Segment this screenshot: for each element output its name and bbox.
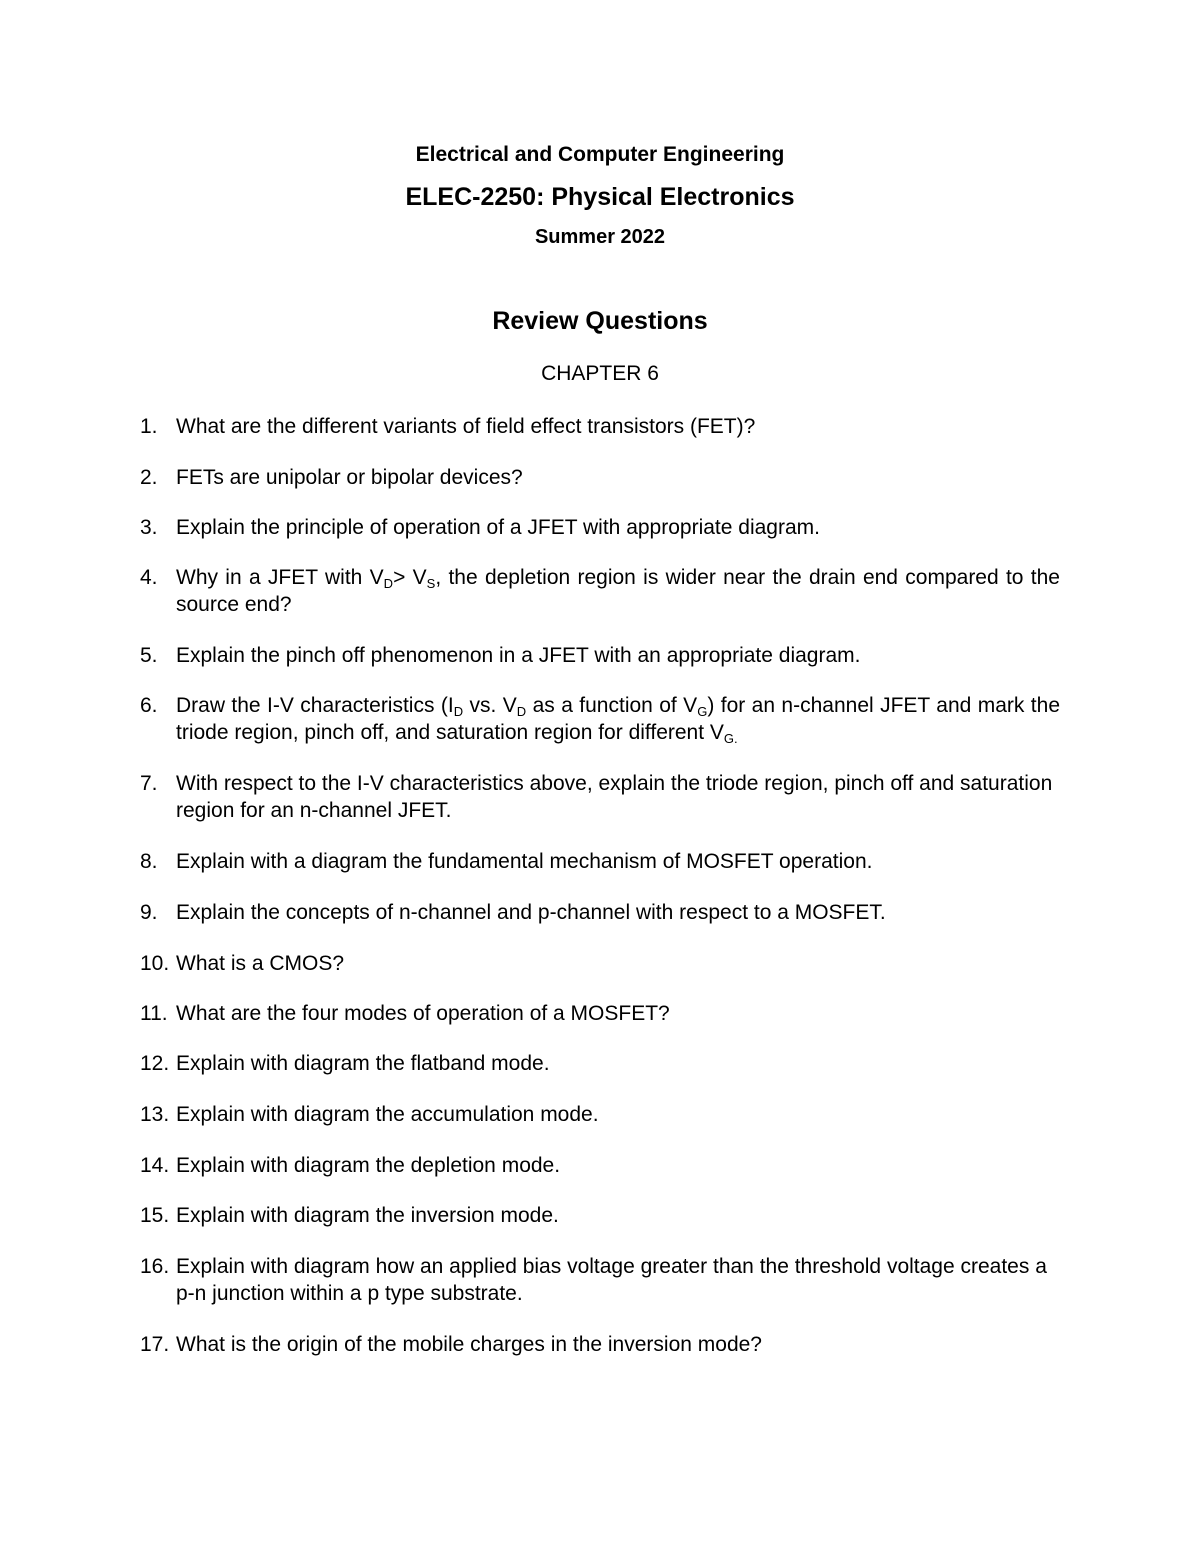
question-text: Explain with diagram the depletion mode. <box>176 1154 561 1177</box>
question-text: Explain with diagram the inversion mode. <box>176 1204 559 1227</box>
question-item <box>140 1000 1060 1027</box>
course-title: ELEC-2250: Physical Electronics <box>405 183 795 211</box>
question-text: With respect to the I-V characteristics above, explain the triode region, pinch off and saturation region for an n-channel JFET. <box>176 772 1053 822</box>
question-item <box>140 692 1060 746</box>
question-number: 9. <box>140 901 158 924</box>
question-item <box>140 413 1060 440</box>
question-number: 10. <box>140 952 170 975</box>
question-number: 3. <box>140 516 158 539</box>
question-text: What are the different variants of field effect transistors (FET)? <box>176 415 756 438</box>
question-item <box>140 564 1060 618</box>
subscript: S <box>426 576 436 591</box>
page-title: Review Questions <box>492 307 708 335</box>
question-item <box>140 1050 1060 1077</box>
question-text: Explain the pinch off phenomenon in a JFET with an appropriate diagram. <box>176 644 861 667</box>
question-number: 8. <box>140 850 158 873</box>
question-text: Explain with diagram the flatband mode. <box>176 1052 550 1075</box>
question-text: What are the four modes of operation of a MOSFET? <box>176 1002 670 1025</box>
text-run: vs. V <box>463 694 517 717</box>
question-number: 14. <box>140 1154 170 1177</box>
question-item <box>140 464 1060 491</box>
question-item <box>140 1152 1060 1179</box>
question-number: 15. <box>140 1204 170 1227</box>
question-item <box>140 1101 1060 1128</box>
question-text: What is a CMOS? <box>176 952 345 975</box>
question-number: 6. <box>140 694 158 717</box>
question-text <box>176 692 1060 746</box>
text-run: > V <box>393 566 427 589</box>
question-item <box>140 1202 1060 1229</box>
question-text: Explain the principle of operation of a JFET with appropriate diagram. <box>176 516 820 539</box>
question-number: 5. <box>140 644 158 667</box>
question-number: 12. <box>140 1052 170 1075</box>
text-run: ) for an n-channel JFET and mark the triode region, pinch off, and saturation region for different V <box>176 694 1060 744</box>
subscript: D <box>453 704 464 719</box>
question-text: Explain with diagram how an applied bias voltage greater than the threshold voltage creates a p-n junction within a p type substrate. <box>176 1255 1047 1305</box>
question-item <box>140 1331 1060 1358</box>
department-heading: Electrical and Computer Engineering <box>415 143 785 166</box>
question-text: Explain with a diagram the fundamental mechanism of MOSFET operation. <box>176 850 873 873</box>
subscript: G. <box>723 731 738 746</box>
term-label: Summer 2022 <box>534 226 666 248</box>
subscript: D <box>383 576 394 591</box>
subscript: D <box>516 704 527 719</box>
question-item <box>140 899 1060 926</box>
chapter-heading: CHAPTER 6 <box>541 362 659 385</box>
question-number: 2. <box>140 466 158 489</box>
question-item <box>140 642 1060 669</box>
question-number: 11. <box>140 1002 168 1025</box>
text-run: as a function of V <box>526 694 698 717</box>
question-number: 17. <box>140 1333 170 1356</box>
question-item <box>140 770 1060 824</box>
text-run: Why in a JFET with V <box>176 566 384 589</box>
question-number: 7. <box>140 772 158 795</box>
text-run: , the depletion region is wider near the drain end compared to the source end? <box>176 566 1060 616</box>
text-run: Draw the I-V characteristics (I <box>176 694 454 717</box>
question-text: FETs are unipolar or bipolar devices? <box>176 466 523 489</box>
question-text <box>176 564 1060 618</box>
question-item <box>140 514 1060 541</box>
question-number: 4. <box>140 566 158 589</box>
question-text: Explain with diagram the accumulation mode. <box>176 1103 599 1126</box>
question-number: 13. <box>140 1103 170 1126</box>
question-text: Explain the concepts of n-channel and p-channel with respect to a MOSFET. <box>176 901 886 924</box>
question-number: 16. <box>140 1255 170 1278</box>
question-item <box>140 1253 1060 1307</box>
question-number: 1. <box>140 415 158 438</box>
question-item <box>140 848 1060 875</box>
question-text: What is the origin of the mobile charges in the inversion mode? <box>176 1333 762 1356</box>
subscript: G <box>697 704 708 719</box>
question-item <box>140 950 1060 977</box>
